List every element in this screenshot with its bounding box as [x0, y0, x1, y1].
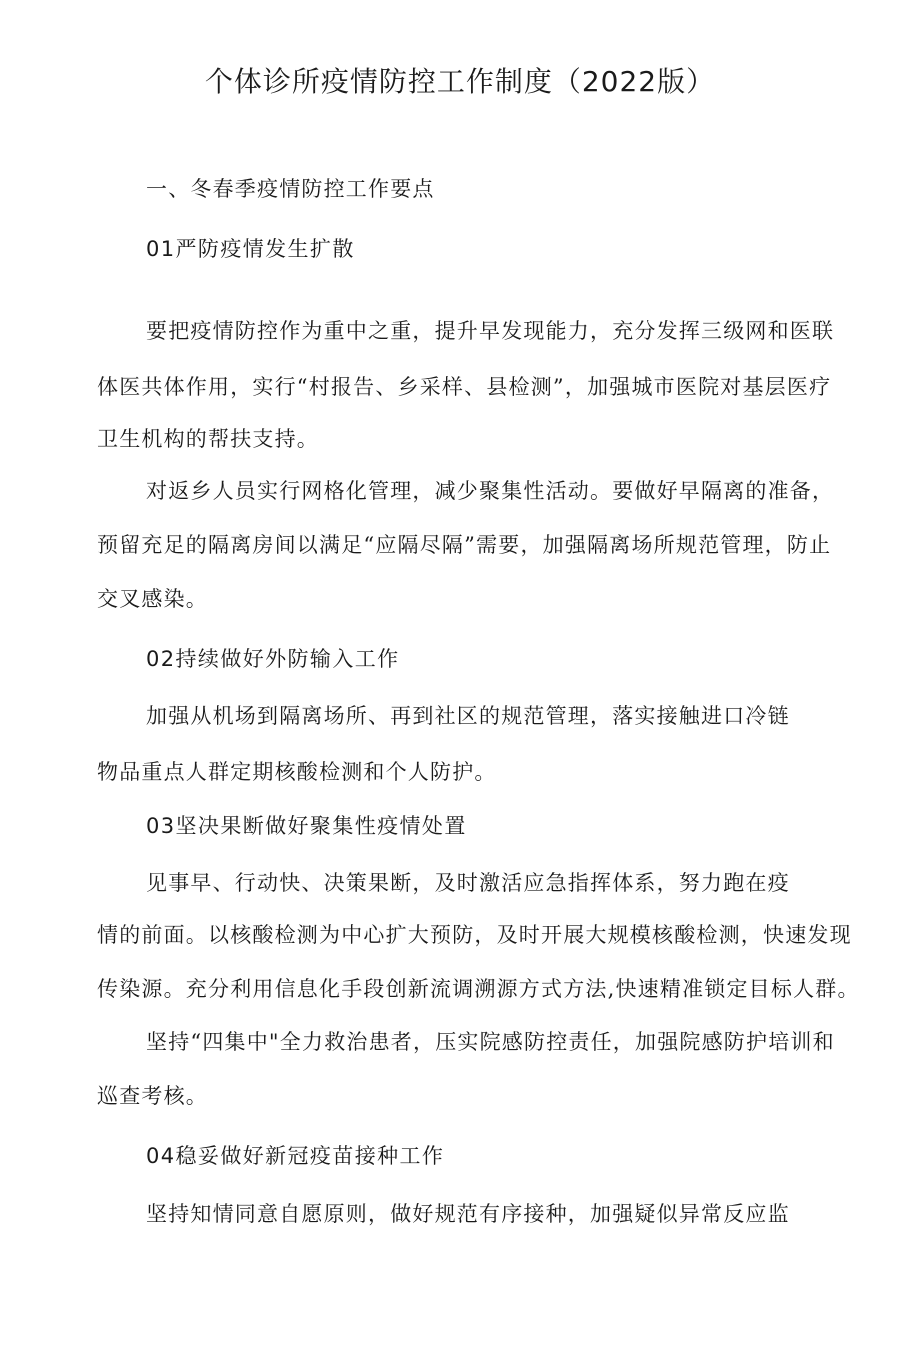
paragraph-line: 见事早、行动快、决策果断，及时激活应急指挥体系，努力跑在疫	[146, 871, 790, 895]
subsection-heading-04: 04稳妥做好新冠疫苗接种工作	[146, 1144, 445, 1168]
subsection-heading-01: 01严防疫情发生扩散	[146, 237, 355, 261]
paragraph-line: 体医共体作用，实行“村报告、乡采样、县检测”，加强城市医院对基层医疗	[97, 375, 832, 399]
document-title: 个体诊所疫情防控工作制度（2022版）	[204, 65, 716, 98]
paragraph-line: 巡查考核。	[97, 1084, 208, 1108]
paragraph-line: 加强从机场到隔离场所、再到社区的规范管理，落实接触进口冷链	[146, 704, 790, 728]
paragraph-line: 要把疫情防控作为重中之重，提升早发现能力，充分发挥三级网和医联	[146, 319, 835, 343]
paragraph-line: 卫生机构的帮扶支持。	[97, 427, 319, 451]
paragraph-line: 坚持知情同意自愿原则，做好规范有序接种，加强疑似异常反应监	[146, 1202, 790, 1226]
paragraph-line: 传染源。充分利用信息化手段创新流调溯源方式方法,快速精准锁定目标人群。	[97, 977, 860, 1001]
paragraph-line: 预留充足的隔离房间以满足“应隔尽隔”需要，加强隔离场所规范管理，防止	[97, 533, 832, 557]
paragraph-line: 情的前面。以核酸检测为中心扩大预防，及时开展大规模核酸检测，快速发现	[97, 923, 852, 947]
subsection-heading-02: 02持续做好外防输入工作	[146, 647, 400, 671]
paragraph-line: 交叉感染。	[97, 587, 208, 611]
subsection-heading-03: 03坚决果断做好聚集性疫情处置	[146, 814, 467, 838]
section-heading: 一、冬春季疫情防控工作要点	[146, 177, 435, 201]
paragraph-line: 物品重点人群定期核酸检测和个人防护。	[97, 760, 497, 784]
paragraph-line: 坚持“四集中"全力救治患者，压实院感防控责任，加强院感防护培训和	[146, 1030, 835, 1054]
paragraph-line: 对返乡人员实行网格化管理，减少聚集性活动。要做好早隔离的准备，	[146, 479, 835, 503]
